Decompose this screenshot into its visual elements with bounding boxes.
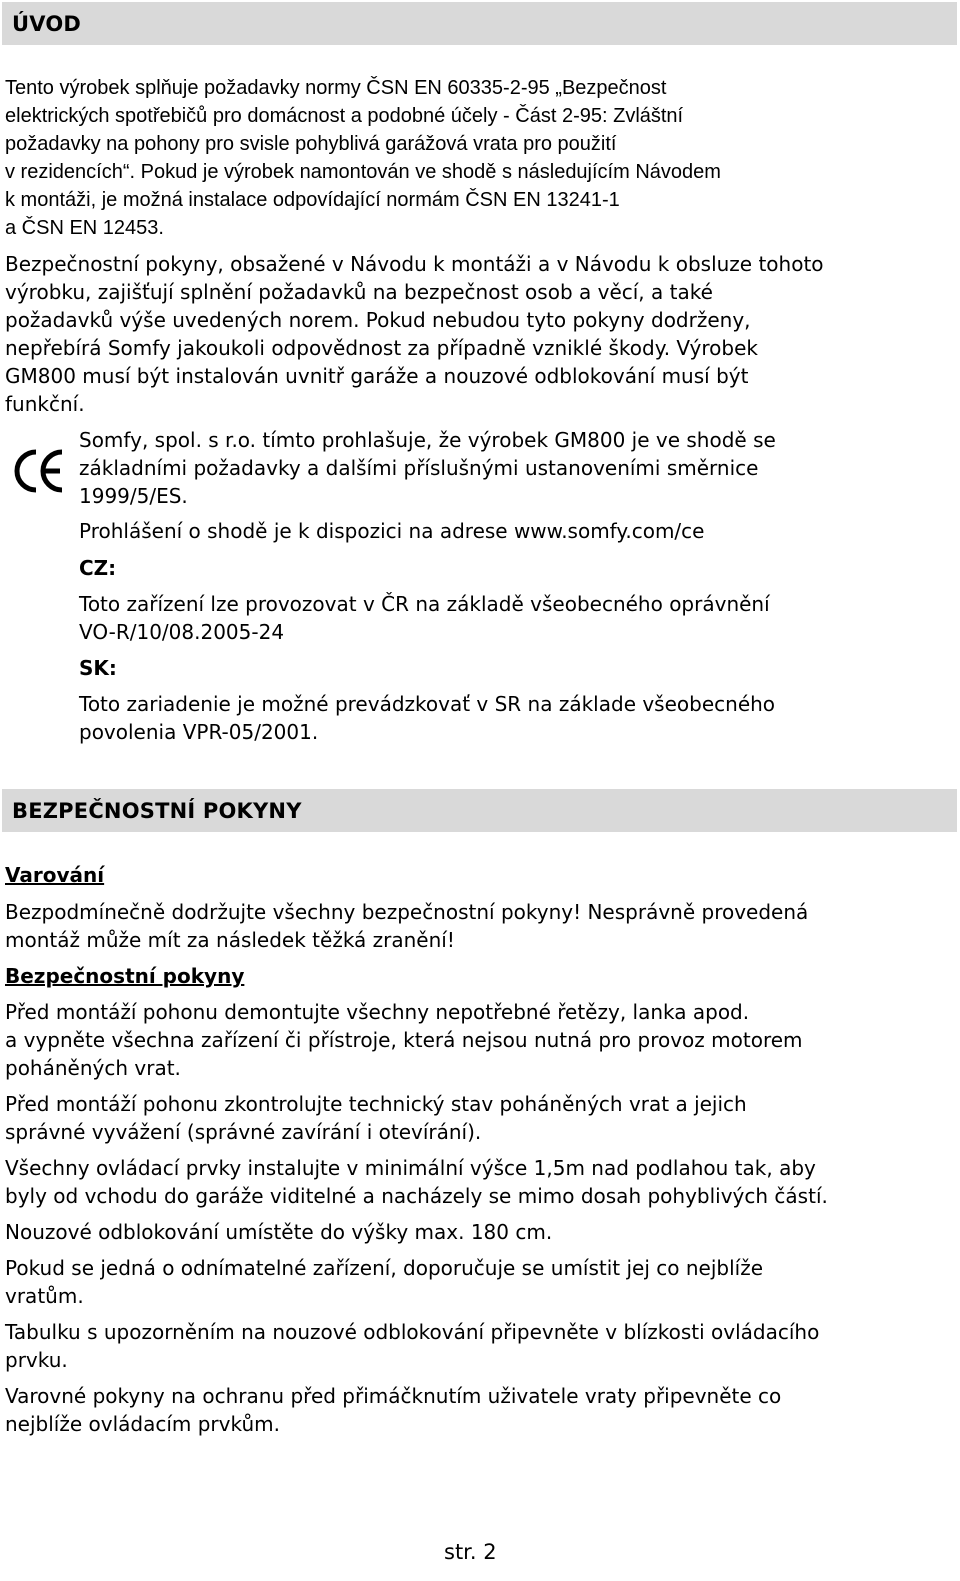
line: Bezpodmínečně dodržujte všechny bezpečnostní pokyny! Nesprávně provedená [5,900,809,924]
line: základními požadavky a dalšími příslušnými ustanoveními směrnice [79,456,759,480]
line: Před montáží pohonu demontujte všechny nepotřebné řetězy, lanka apod. [5,1000,750,1024]
instructions-title: Bezpečnostní pokyny [5,964,245,988]
instruction-3 [5,1154,828,1210]
line: povolenia VPR-05/2001. [79,720,319,744]
intro-paragraph-2 [5,250,824,418]
line: Toto zařízení lze provozovat v ČR na základě všeobecného oprávnění [79,592,770,616]
line: Všechny ovládací prvky instalujte v minimální výšce 1,5m nad podlahou tak, aby [5,1156,816,1180]
section-heading-safety [2,789,957,832]
line: GM800 musí být instalován uvnitř garáže a nouzové odblokování musí být [5,364,749,388]
page-number: str. 2 [444,1540,497,1564]
line: k montáži, je možná instalace odpovídající normám ČSN EN 13241-1 [5,189,620,211]
instruction-7 [5,1382,781,1438]
line: Somfy, spol. s r.o. tímto prohlašuje, že výrobek GM800 je ve shodě se [79,428,776,452]
line: Varovné pokyny na ochranu před přimáčknutím uživatele vraty připevněte co [5,1384,782,1408]
line: požadavků výše uvedených norem. Pokud nebudou tyto pokyny dodrženy, [5,308,751,332]
warning-title: Varování [5,863,105,887]
cz-text [79,590,770,646]
line: Nouzové odblokování umístěte do výšky max. 180 cm. [5,1220,553,1244]
line: Pokud se jedná o odnímatelné zařízení, doporučuje se umístit jej co nejblíže [5,1256,764,1280]
line: a vypněte všechna zařízení či přístroje, která nejsou nutná pro provoz motorem [5,1028,803,1052]
line: požadavky na pohony pro svisle pohyblivá garážová vrata pro použití [5,133,617,155]
line: Toto zariadenie je možné prevádzkovať v SR na základe všeobecného [79,692,776,716]
line: Před montáží pohonu zkontrolujte technický stav poháněných vrat a jejich [5,1092,747,1116]
intro-paragraph-1 [5,74,721,242]
cz-label: CZ: [79,556,117,580]
declaration-availability [79,517,704,545]
section-heading-intro [2,2,957,45]
ce-mark-icon [12,446,66,496]
line: nejblíže ovládacím prvkům. [5,1412,280,1436]
declaration-text [79,426,776,510]
heading-text: ÚVOD [12,11,82,36]
line: výrobku, zajišťují splnění požadavků na bezpečnost osob a věcí, a také [5,280,713,304]
warning-text [5,898,808,954]
line: elektrických spotřebičů pro domácnost a podobné účely - Část 2-95: Zvláštní [5,105,684,127]
line: vratům. [5,1284,84,1308]
heading-text: BEZPEČNOSTNÍ POKYNY [12,798,302,823]
line: funkční. [5,392,85,416]
line: Tento výrobek splňuje požadavky normy ČSN EN 60335-2-95 „Bezpečnost [5,77,667,99]
sk-label: SK: [79,656,117,680]
line: poháněných vrat. [5,1056,181,1080]
line: VO-R/10/08.2005-24 [79,620,285,644]
instruction-6 [5,1318,819,1374]
instruction-2 [5,1090,747,1146]
line: prvku. [5,1348,68,1372]
line: v rezidencích“. Pokud je výrobek namontován ve shodě s následujícím Návodem [5,161,721,183]
sk-text [79,690,775,746]
line: 1999/5/ES. [79,484,188,508]
instruction-4 [5,1218,552,1246]
line: montáž může mít za následek těžká zranění! [5,928,455,952]
instruction-1 [5,998,803,1082]
line: Bezpečnostní pokyny, obsažené v Návodu k montáži a v Návodu k obsluze tohoto [5,252,824,276]
line: a ČSN EN 12453. [5,217,164,239]
instruction-5 [5,1254,763,1310]
line: nepřebírá Somfy jakoukoli odpovědnost za případně vzniklé škody. Výrobek [5,336,758,360]
line: byly od vchodu do garáže viditelné a nacházely se mimo dosah pohyblivých částí. [5,1184,828,1208]
line: Tabulku s upozorněním na nouzové odblokování připevněte v blízkosti ovládacího [5,1320,820,1344]
line: Prohlášení o shodě je k dispozici na adrese www.somfy.com/ce [79,519,705,543]
line: správné vyvážení (správné zavírání i otevírání). [5,1120,482,1144]
